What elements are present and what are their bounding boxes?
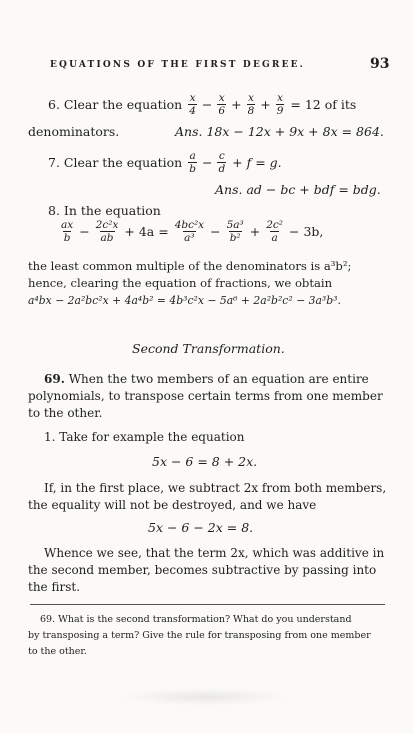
example-7-number: 7.: [48, 155, 60, 170]
example-8-text: In the equation: [63, 203, 161, 218]
fraction: $\frac{\text{2c²x}}{ab}$: [95, 219, 119, 244]
fraction: $\frac{\text{5a³}}{\text{b²}}$: [226, 219, 244, 244]
if-para-equation: 5x − 6 − 2x = 8.: [148, 520, 254, 535]
operator: −: [210, 224, 221, 239]
operator: +: [231, 97, 242, 112]
article-69-line2: polynomials, to transpose certain terms from one member: [28, 389, 383, 403]
fraction: $\frac{\text{2c²}}{a}$: [266, 219, 284, 244]
example-6-number: 6.: [48, 97, 60, 112]
fraction: $\frac{x}{6}$: [218, 92, 226, 117]
article-69-line3: to the other.: [28, 406, 103, 420]
operator: +: [260, 97, 271, 112]
running-header: EQUATIONS OF THE FIRST DEGREE.: [50, 60, 306, 70]
example-8-result: a⁴bx − 2a²bc²x + 4a⁴b² = 4b³c²x − 5a⁶ + 2a²b²c² − 3a³b³.: [28, 294, 341, 307]
if-para-line2: the equality will not be destroyed, and we have: [28, 498, 317, 512]
example-7-answer: Ans. ad − bc + bdf = bdg.: [215, 182, 381, 197]
fraction: $\frac{x}{8}$: [247, 92, 255, 117]
fraction: $\frac{a}{b}$: [189, 150, 196, 175]
page-smudge: [120, 688, 290, 706]
example-6-trailing: = 12 of its: [290, 97, 357, 112]
operator: −: [201, 97, 213, 112]
article-69-text: When the two members of an equation are entire: [68, 372, 369, 386]
example-8-text-a: the least common multiple of the denominators is a³b²;: [28, 259, 352, 273]
operator: + 4a =: [124, 224, 169, 239]
operator: +: [249, 224, 261, 239]
operator: −: [201, 155, 213, 170]
example-6-answer: Ans. 18x − 12x + 9x + 8x = 864.: [175, 124, 384, 139]
fraction: $\frac{\text{4bc²x}}{\text{a³}}$: [174, 219, 205, 244]
footnote-line1: 69. What is the second transformation? What do you understand: [40, 614, 352, 625]
fraction: $\frac{ax}{b}$: [61, 219, 74, 244]
example-8-text-b: hence, clearing the equation of fractions, we obtain: [28, 276, 333, 290]
example-7-trailing: + f = g.: [232, 155, 282, 170]
step-1-equation: 5x − 6 = 8 + 2x.: [152, 454, 258, 469]
article-69-line1: [44, 372, 369, 386]
operator: − 3b,: [289, 224, 324, 239]
example-8-number: 8.: [48, 203, 60, 218]
article-number: 69.: [44, 372, 65, 386]
page-number: 93: [370, 56, 390, 72]
example-8-equation: [58, 219, 326, 244]
whence-line1: Whence we see, that the term 2x, which was additive in: [44, 546, 385, 560]
footnote-line3: to the other.: [28, 646, 87, 657]
whence-line3: the first.: [28, 580, 81, 594]
if-para-line1: If, in the first place, we subtract 2x from both members,: [44, 481, 387, 495]
example-6-line2: denominators.: [28, 124, 120, 139]
fraction: $\frac{x}{9}$: [276, 92, 284, 117]
whence-line2: the second member, becomes subtractive by passing into: [28, 563, 377, 577]
example-6-line: [48, 92, 356, 117]
fraction: $\frac{x}{4}$: [189, 92, 196, 117]
example-8-line: [48, 203, 161, 218]
operator: −: [79, 224, 90, 239]
example-7-text: Clear the equation: [63, 155, 183, 170]
footnote-line2: by transposing a term? Give the rule for transposing from one member: [28, 630, 371, 641]
example-6-text: Clear the equation: [63, 97, 183, 112]
footnote-divider: [30, 604, 385, 605]
example-7-line: [48, 150, 282, 175]
step-1-line: 1. Take for example the equation: [44, 430, 245, 444]
fraction: $\frac{c}{d}$: [218, 150, 226, 175]
section-title: Second Transformation.: [132, 341, 285, 356]
